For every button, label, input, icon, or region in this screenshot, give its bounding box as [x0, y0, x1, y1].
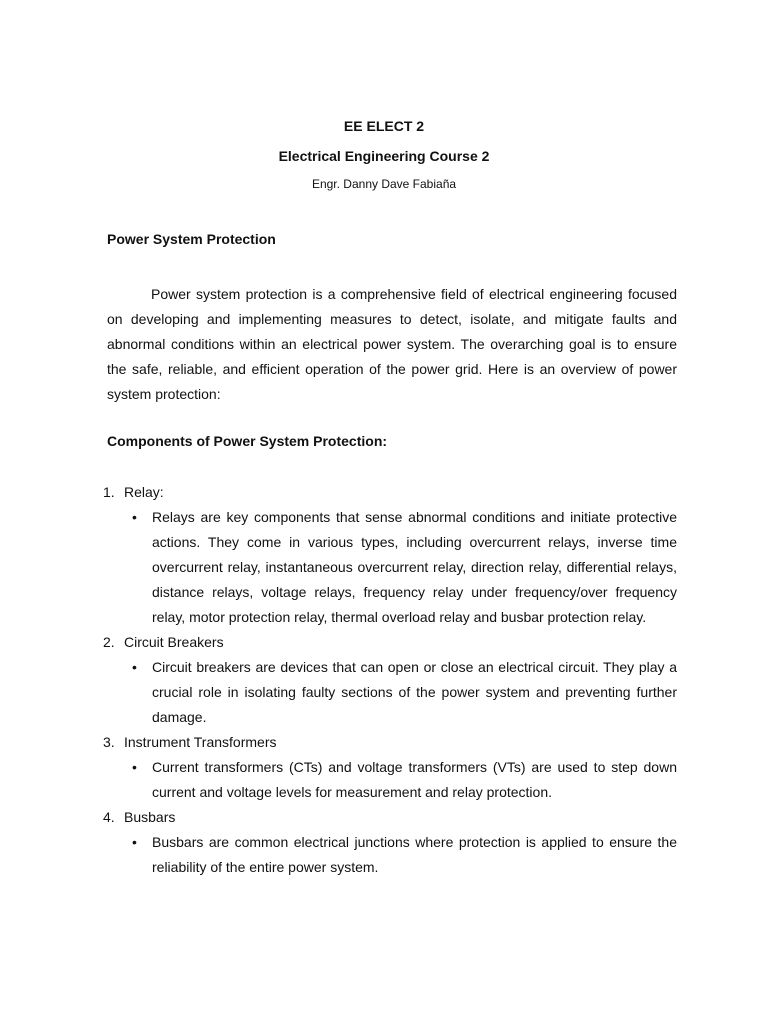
- bullet-icon: •: [132, 834, 137, 850]
- list-item-label: Instrument Transformers: [124, 734, 277, 750]
- bullet-icon: •: [132, 759, 137, 775]
- bullet-text: Relays are key components that sense abnormal conditions and initiate protective actions. They come in various types, including overcurrent relays, inverse time overcurrent relay, instantaneous overcurrent relay, direction relay, differential relays, distance relays, voltage relays, frequency relay under frequency/over frequency relay, motor protection relay, thermal overload relay and busbar protection relay.: [152, 509, 677, 625]
- list-item: [0, 805, 768, 880]
- list-item-header: [0, 480, 768, 505]
- list-item-header: [0, 630, 768, 655]
- list-item-header: [0, 805, 768, 830]
- bullet-icon: •: [132, 659, 137, 675]
- list-item-label: Circuit Breakers: [124, 634, 224, 650]
- list-item: [0, 630, 768, 730]
- course-name: Electrical Engineering Course 2: [278, 148, 490, 164]
- bullet-icon: •: [132, 509, 137, 525]
- section-heading-components: Components of Power System Protection:: [107, 433, 388, 449]
- list-item-number: 2.: [103, 634, 115, 650]
- bullet-paragraph: [132, 505, 677, 630]
- list-item-number: 1.: [103, 484, 115, 500]
- list-item-label: Relay:: [124, 484, 164, 500]
- bullet-text: Current transformers (CTs) and voltage transformers (VTs) are used to step down current and voltage levels for measurement and relay protection.: [152, 759, 677, 800]
- course-code: EE ELECT 2: [343, 118, 425, 134]
- bullet-text: Circuit breakers are devices that can open or close an electrical circuit. They play a crucial role in isolating faulty sections of the power system and preventing further damage.: [152, 659, 677, 725]
- instructor-name: Engr. Danny Dave Fabiaña: [311, 177, 457, 191]
- list-item-label: Busbars: [124, 809, 176, 825]
- intro-paragraph: Power system protection is a comprehensive field of electrical engineering focused on developing and implementing measures to detect, isolate, and mitigate faults and abnormal conditions within an electrical power system. The overarching goal is to ensure the safe, reliable, and efficient operation of the power grid. Here is an overview of power system protection:: [107, 286, 677, 402]
- list-item-number: 4.: [103, 809, 115, 825]
- bullet-paragraph: [132, 830, 677, 880]
- bullet-paragraph: [132, 755, 677, 805]
- components-list: [0, 480, 768, 880]
- section-heading-power-system-protection: Power System Protection: [107, 231, 276, 247]
- list-item: [0, 730, 768, 805]
- list-item-number: 3.: [103, 734, 115, 750]
- bullet-paragraph: [132, 655, 677, 730]
- bullet-text: Busbars are common electrical junctions where protection is applied to ensure the reliability of the entire power system.: [152, 834, 677, 875]
- list-item: [0, 480, 768, 630]
- list-item-header: [0, 730, 768, 755]
